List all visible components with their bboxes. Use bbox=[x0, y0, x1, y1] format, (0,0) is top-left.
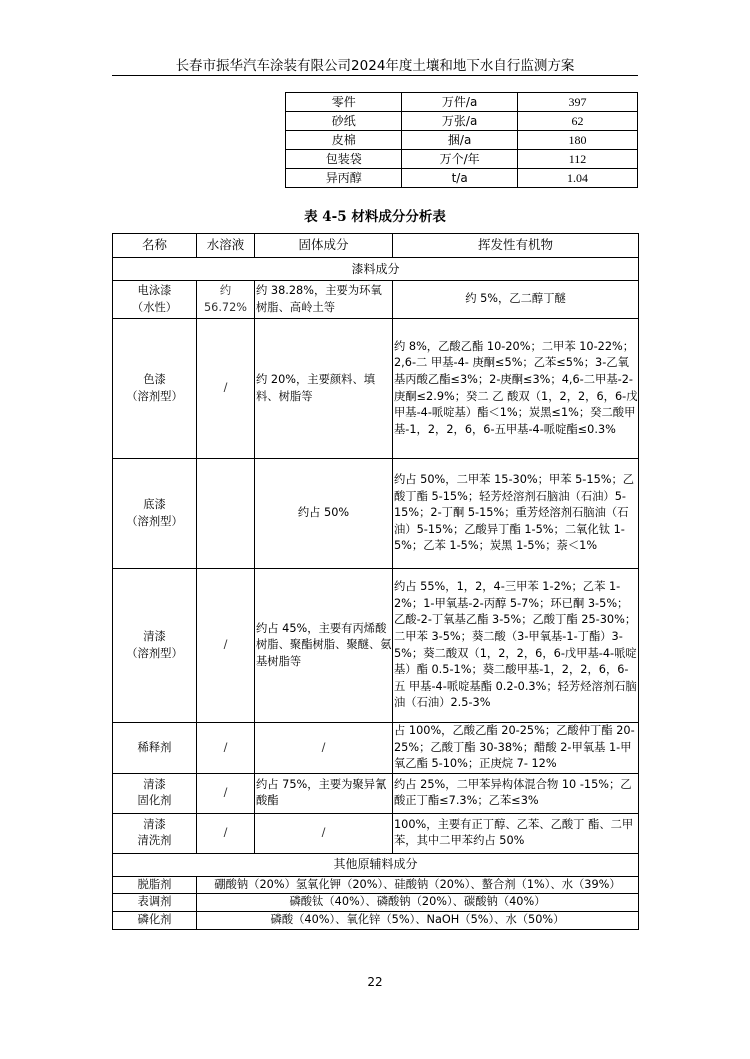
solid-content: / bbox=[255, 723, 393, 774]
aqueous-content: / bbox=[197, 723, 255, 774]
material-name: 清漆 固化剂 bbox=[113, 773, 197, 813]
table-row bbox=[112, 131, 638, 150]
blank-cell bbox=[112, 112, 286, 131]
group-row-paint bbox=[113, 258, 639, 281]
header-voc: 挥发性有机物 bbox=[393, 234, 639, 258]
page-number: 22 bbox=[367, 975, 383, 989]
voc-content: 100%，主要有正丁醇、乙苯、乙酸丁 酯、二甲苯，其中二甲苯约占 50% bbox=[393, 813, 639, 853]
material-composition-table bbox=[112, 233, 639, 930]
table-row bbox=[112, 150, 638, 169]
table-row bbox=[113, 894, 639, 912]
aqueous-content: / bbox=[197, 569, 255, 723]
material-name: 清漆 清洗剂 bbox=[113, 813, 197, 853]
material-composition: 磷酸（40%）、氧化锌（5%）、NaOH（5%）、水（50%） bbox=[197, 911, 639, 929]
material-name: 电泳漆 （水性） bbox=[113, 281, 197, 319]
solid-content: / bbox=[255, 813, 393, 853]
blank-cell bbox=[112, 150, 286, 169]
solid-content: 约占 75%，主要为聚异氰酸酯 bbox=[255, 773, 393, 813]
item-quantity: 112 bbox=[518, 150, 638, 169]
table-row bbox=[112, 169, 638, 188]
aqueous-content: 约 56.72% bbox=[197, 281, 255, 319]
page-header-title: 长春市振华汽车涂装有限公司2024年度土壤和地下水自行监测方案 bbox=[175, 58, 575, 74]
material-name: 脱脂剂 bbox=[113, 876, 197, 894]
table-row bbox=[112, 112, 638, 131]
header-aqueous: 水溶液 bbox=[197, 234, 255, 258]
voc-content: 占 100%，乙酸乙酯 20-25%；乙酸仲丁酯 20-25%；乙酸丁酯 30-38%；醋酸 2-甲氧基 1-甲氧乙酯 5-10%；正庚烷 7- 12% bbox=[393, 723, 639, 774]
table-row bbox=[113, 281, 639, 319]
material-name: 色漆 （溶剂型） bbox=[113, 319, 197, 459]
solid-content: 约 38.28%，主要为环氧树脂、高岭土等 bbox=[255, 281, 393, 319]
aqueous-content bbox=[197, 459, 255, 569]
group-label-other: 其他原辅料成分 bbox=[113, 853, 639, 876]
item-quantity: 180 bbox=[518, 131, 638, 150]
table-row bbox=[113, 459, 639, 569]
table-row bbox=[113, 569, 639, 723]
item-unit: t/a bbox=[402, 169, 518, 188]
table-header-row bbox=[113, 234, 639, 258]
item-name: 皮棉 bbox=[286, 131, 402, 150]
material-name: 清漆 （溶剂型） bbox=[113, 569, 197, 723]
item-unit: 捆/a bbox=[402, 131, 518, 150]
item-name: 零件 bbox=[286, 93, 402, 112]
group-label-paint: 漆料成分 bbox=[113, 258, 639, 281]
aqueous-content: / bbox=[197, 813, 255, 853]
material-composition: 磷酸钛（40%）、磷酸钠（20%）、碳酸钠（40%） bbox=[197, 894, 639, 912]
blank-cell bbox=[112, 131, 286, 150]
aqueous-content: / bbox=[197, 319, 255, 459]
table-row bbox=[112, 93, 638, 112]
group-row-other bbox=[113, 853, 639, 876]
material-composition: 硼酸钠（20%）氢氧化钾（20%）、硅酸钠（20%）、螯合剂（1%）、水（39%） bbox=[197, 876, 639, 894]
voc-content: 约 8%，乙酸乙酯 10-20%；二甲苯 10-22%；2,6-二 甲基-4- 庚酮≤5%；乙苯≤5%；3-乙氧基丙酸乙酯≤3%；2-庚酮≤3%；4,6-二甲基-2-庚酮≤2.9%；癸二 乙 酸双（1，2，2，6，6-戊甲基-4-哌啶基）酯＜1%；炭黑≤1%；癸二酸甲基-1，2，2，6，6-五甲基-4-哌啶酯≤0.3% bbox=[393, 319, 639, 459]
header-divider bbox=[112, 75, 638, 76]
material-name: 表调剂 bbox=[113, 894, 197, 912]
item-quantity: 62 bbox=[518, 112, 638, 131]
voc-content: 约占 50%，二甲苯 15-30%；甲苯 5-15%；乙酸丁酯 5-15%；轻芳烃溶剂石脑油（石油）5-15%；2-丁酮 5-15%；重芳烃溶剂石脑油（石油）5-15%；乙酸异丁酯 1-5%；二氧化钛 1-5%；乙苯 1-5%；炭黑 1-5%；萘＜1% bbox=[393, 459, 639, 569]
item-name: 异丙醇 bbox=[286, 169, 402, 188]
material-name: 稀释剂 bbox=[113, 723, 197, 774]
solid-content: 约占 50% bbox=[255, 459, 393, 569]
solid-content: 约占 45%，主要有丙烯酸树脂、聚酯树脂、聚醚、氨基树脂等 bbox=[255, 569, 393, 723]
item-name: 砂纸 bbox=[286, 112, 402, 131]
material-name: 磷化剂 bbox=[113, 911, 197, 929]
production-materials-table bbox=[112, 92, 638, 188]
table-row bbox=[113, 813, 639, 853]
blank-cell bbox=[112, 93, 286, 112]
table-row bbox=[113, 773, 639, 813]
table-row bbox=[113, 723, 639, 774]
item-unit: 万件/a bbox=[402, 93, 518, 112]
blank-cell bbox=[112, 169, 286, 188]
header-solid: 固体成分 bbox=[255, 234, 393, 258]
item-unit: 万张/a bbox=[402, 112, 518, 131]
item-quantity: 1.04 bbox=[518, 169, 638, 188]
item-name: 包装袋 bbox=[286, 150, 402, 169]
material-name: 底漆 （溶剂型） bbox=[113, 459, 197, 569]
voc-content: 约占 55%，1，2，4-三甲苯 1-2%；乙苯 1-2%；1-甲氧基-2-丙醇 5-7%；环已酮 3-5%；乙酸-2-丁氧基乙酯 3-5%；乙酸丁酯 25-30%；二甲苯 3-5%；葵二酸（3-甲氧基-1-丁酯）3-5%；葵二酸双（1，2，2，6，6-戊甲基-4-哌啶基）酯 0.5-1%；葵二酸甲基-1，2，2，6，6-五 甲基-4-哌啶基酯 0.2-0.3%；轻芳烃溶剂石脑油（石油）2.5-3% bbox=[393, 569, 639, 723]
table-row bbox=[113, 911, 639, 929]
item-unit: 万个/年 bbox=[402, 150, 518, 169]
table-caption: 表 4-5 材料成分分析表 bbox=[304, 209, 446, 225]
solid-content: 约 20%，主要颜料、填料、树脂等 bbox=[255, 319, 393, 459]
voc-content: 约 5%，乙二醇丁醚 bbox=[393, 281, 639, 319]
header-name: 名称 bbox=[113, 234, 197, 258]
item-quantity: 397 bbox=[518, 93, 638, 112]
voc-content: 约占 25%，二甲苯异构体混合物 10 -15%；乙酸正丁酯≤7.3%；乙苯≤3% bbox=[393, 773, 639, 813]
aqueous-content: / bbox=[197, 773, 255, 813]
table-row bbox=[113, 876, 639, 894]
table-row bbox=[113, 319, 639, 459]
